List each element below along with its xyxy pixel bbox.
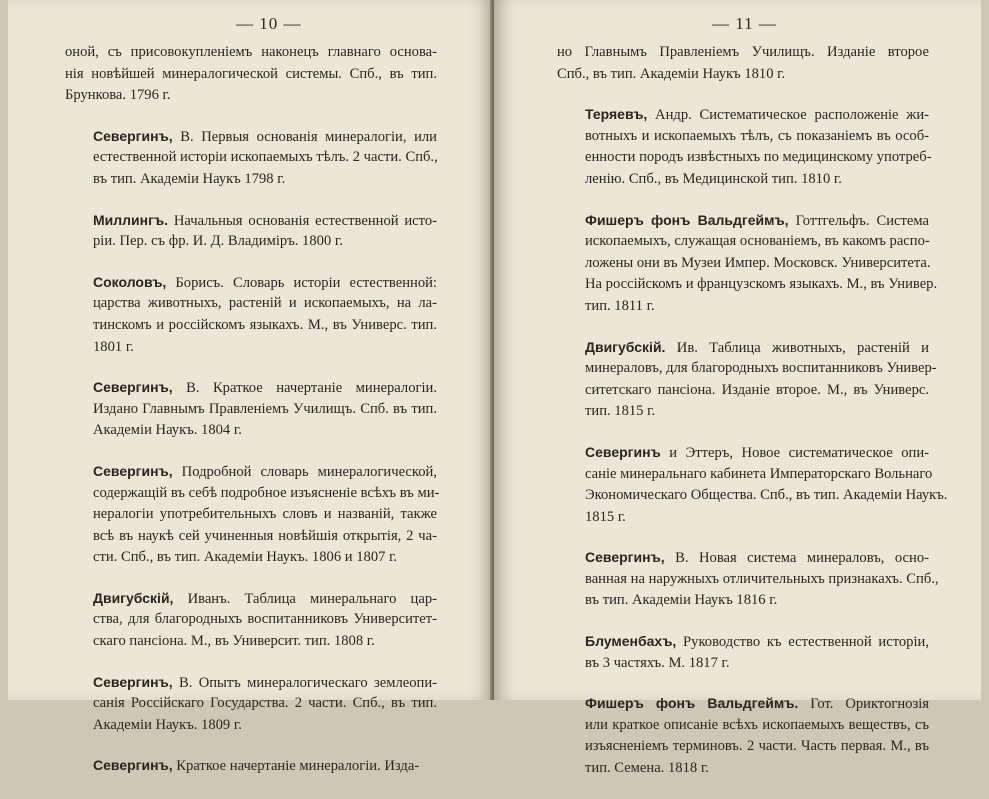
entry-text: Ив. Таблица животныхъ, растеній и (665, 339, 929, 356)
entry-line (557, 715, 929, 737)
entry-text: ископаемыхъ, служащая основаніемъ, въ какомъ распо- (585, 233, 930, 250)
entry-text: Брункова. 1796 г. (65, 87, 171, 104)
entry-text: Борисъ. Словарь исторіи естественной: (166, 274, 437, 291)
entry-text: В. Первыя основанія минералогіи, или (172, 128, 437, 145)
entry-text: минераловъ, для благородныхъ воспитанниковъ Универ- (585, 360, 937, 377)
entry-text: изъясненіемъ терминовъ. 2 части. Часть первая. М., въ (585, 738, 929, 755)
entry-text: В. Новая система минераловъ, осно- (664, 550, 929, 567)
entry-line (65, 483, 440, 505)
entry-author: Фишеръ фонъ Вальдгеймъ. (585, 695, 799, 712)
right-page-content (557, 42, 948, 799)
entry-line (557, 210, 929, 232)
entry-author: Севергинъ, (93, 462, 173, 479)
entry-line (557, 253, 929, 275)
entry-author: Миллингъ. (93, 211, 169, 228)
entry-text: ріи. Пер. съ фр. И. Д. Владиміръ. 1800 г. (93, 233, 343, 250)
entry-text: санія Россійскаго Государства. 2 части. Спб., въ тип. (93, 695, 437, 712)
entry-line (557, 231, 929, 253)
entry-line (65, 169, 437, 191)
entry-line (65, 272, 437, 294)
entry-text: саніе минеральнаго кабинета Императорскаго Вольнаго (585, 465, 933, 482)
entry-line (557, 631, 929, 653)
right-page (494, 0, 981, 777)
entry-line (65, 420, 437, 442)
entry-line (557, 590, 929, 612)
entry-line (557, 126, 929, 148)
entry-text: или краткое описаніе всѣхъ ископаемыхъ веществъ, съ (585, 716, 929, 733)
bibliography-entry (65, 126, 437, 191)
entry-line (557, 547, 929, 569)
entry-author: Теряевъ, (585, 106, 648, 123)
entry-line (65, 755, 437, 777)
entry-text: въ тип. Академіи Наукъ 1798 г. (93, 170, 286, 187)
entry-text: ства, для благородныхъ воспитанниковъ Университет- (93, 611, 437, 628)
entry-line (557, 337, 929, 359)
entry-text: и Эттеръ, Новое систематическое опи- (660, 444, 929, 461)
entry-text: Андр. Систематическое расположеніе жи- (647, 107, 929, 124)
bibliography-entry (557, 337, 937, 423)
entry-text: въ 3 частяхъ. М. 1817 г. (585, 654, 730, 671)
entry-line (65, 693, 437, 715)
entry-text: Экономическаго Общества. Спб., въ тип. Академіи Наукъ. (585, 487, 948, 504)
bibliography-entry (65, 272, 437, 358)
entry-text: нія новѣйшей минералогической системы. Спб., въ тип. (65, 65, 437, 82)
bibliography-entry (557, 42, 929, 85)
bibliography-entry (65, 42, 437, 107)
entry-author: Севергинъ, (585, 549, 665, 566)
entry-line (65, 210, 437, 232)
left-page (8, 0, 492, 775)
entry-line (65, 147, 437, 169)
entry-author: Севергинъ (585, 443, 661, 460)
entry-line (557, 507, 929, 529)
bibliography-entry (65, 461, 440, 569)
entry-text: Руководство къ естественной исторіи, (676, 634, 929, 651)
left-page-content (65, 42, 440, 796)
entry-author: Двигубскій. (585, 338, 666, 355)
entry-text: содержащій въ себѣ подробное изъясненіе всѣхъ въ ми- (93, 484, 440, 501)
entry-line (65, 715, 437, 737)
entry-author: Блуменбахъ, (585, 633, 677, 650)
entry-line (65, 399, 437, 421)
entry-text: вотныхъ и ископаемыхъ тѣлъ, съ показаніемъ въ особ- (585, 127, 929, 144)
entry-line (65, 377, 437, 399)
entry-line (65, 588, 437, 610)
entry-author: Двигубскій, (93, 589, 174, 606)
entry-line (65, 526, 437, 548)
entry-text: скаго пансіона. М., въ Университ. тип. 1808 г. (93, 633, 375, 650)
entry-text: На россійскомъ и французскомъ языкахъ. М., въ Универ. (585, 276, 938, 293)
entry-line (557, 569, 939, 591)
entry-author: Фишеръ фонъ Вальдгеймъ, (585, 211, 789, 228)
entry-line (557, 104, 929, 126)
bibliography-entry (65, 210, 437, 253)
entry-text: тип. 1815 г. (585, 403, 656, 420)
page-number-left: — 10 — (236, 14, 302, 33)
entry-text: 1801 г. (93, 338, 134, 355)
entry-text: 1815 г. (585, 508, 626, 525)
entry-line (557, 464, 933, 486)
entry-line (557, 42, 929, 64)
entry-line (65, 547, 437, 569)
bibliography-entry (557, 547, 939, 612)
entry-line (557, 485, 948, 507)
entry-text: въ тип. Академіи Наукъ 1816 г. (585, 592, 778, 609)
entry-text: тип. 1811 г. (585, 297, 655, 314)
entry-line (557, 147, 932, 169)
bibliography-entry (557, 693, 929, 779)
bibliography-entry (65, 672, 437, 737)
entry-line (557, 274, 938, 296)
entry-text: тинскомъ и россійскомъ языкахъ. М., въ Универс. тип. (93, 316, 437, 333)
entry-line (65, 631, 437, 653)
entry-line (65, 64, 437, 86)
entry-line (65, 126, 437, 148)
entry-text: ленію. Спб., въ Медицинской тип. 1810 г. (585, 170, 842, 187)
entry-line (65, 293, 437, 315)
entry-line (65, 504, 437, 526)
entry-line (557, 358, 937, 380)
entry-line (557, 169, 929, 191)
bibliography-entry (557, 210, 938, 318)
entry-text: Академіи Наукъ. 1804 г. (93, 422, 242, 439)
entry-line (557, 758, 929, 780)
entry-text: Спб., въ тип. Академіи Наукъ 1810 г. (557, 65, 786, 82)
entry-author: Соколовъ, (93, 273, 167, 290)
entry-text: тип. Семена. 1818 г. (585, 760, 709, 777)
entry-text: ложены они въ Музеи Импер. Московск. Университета. (585, 254, 931, 271)
entry-text: Начальныя основанія естественной исто- (168, 212, 437, 229)
entry-text: Гот. Ориктогнозія (798, 696, 929, 713)
entry-text: ситетскаго пансіона. Изданіе второе. М., въ Универс. (585, 381, 929, 398)
entry-text: В. Опытъ минералогическаго землеопи- (172, 674, 437, 691)
entry-text: Академіи Наукъ. 1809 г. (93, 716, 242, 733)
entry-line (65, 609, 437, 631)
entry-line (557, 64, 929, 86)
bibliography-entry (65, 588, 437, 653)
page-number-right: — 11 — (712, 14, 777, 33)
entry-line (65, 85, 437, 107)
entry-text: Иванъ. Таблица минеральнаго цар- (173, 590, 437, 607)
entry-text: но Главнымъ Правленіемъ Училищъ. Изданіе второе (557, 44, 929, 60)
entry-line (557, 401, 929, 423)
entry-line (65, 672, 437, 694)
entry-line (65, 315, 437, 337)
entry-author: Севергинъ, (93, 757, 173, 774)
entry-text: В. Краткое начертаніе минералогіи. (172, 380, 437, 397)
bibliography-entry (557, 631, 929, 674)
entry-line (65, 461, 437, 483)
entry-line (557, 736, 929, 758)
entry-text: оной, съ присовокупленіемъ наконецъ главнаго основа- (65, 44, 437, 60)
entry-author: Севергинъ, (93, 673, 173, 690)
entry-line (557, 442, 929, 464)
entry-line (557, 380, 929, 402)
entry-line (557, 693, 929, 715)
entry-text: ванная на наружныхъ отличительныхъ признакахъ. Спб., (585, 570, 939, 587)
entry-text: всѣ въ наукѣ сей учиненныя новѣйшія открытія, 2 ча- (93, 527, 437, 544)
bibliography-entry (65, 755, 437, 777)
entry-text: Готтгельфъ. Система (788, 212, 929, 229)
entry-line (65, 42, 437, 64)
entry-text: нералогіи употребительныхъ словъ и названій, также (93, 506, 437, 523)
bibliography-entry (557, 104, 932, 190)
entry-author: Севергинъ, (93, 379, 173, 396)
entry-text: царства животныхъ, растеній и ископаемыхъ, на ла- (93, 295, 437, 312)
entry-author: Севергинъ, (93, 127, 173, 144)
bibliography-entry (557, 442, 948, 528)
entry-text: сти. Спб., въ тип. Академіи Наукъ. 1806 и 1807 г. (93, 549, 398, 566)
entry-text: Подробной словарь минералогической, (172, 463, 437, 480)
entry-line (65, 231, 437, 253)
bibliography-entry (65, 377, 437, 442)
entry-line (557, 653, 929, 675)
entry-line (557, 296, 929, 318)
entry-text: Краткое начертаніе минералогіи. Изда- (172, 758, 420, 775)
entry-text: Издано Главнымъ Правленіемъ Училищъ. Спб. въ тип. (93, 400, 437, 417)
entry-line (65, 337, 437, 359)
entry-text: енности породъ извѣстныхъ по медицинскому употреб- (585, 149, 932, 166)
entry-text: естественной исторіи ископаемыхъ тѣлъ. 2 части. Спб., (93, 149, 438, 166)
